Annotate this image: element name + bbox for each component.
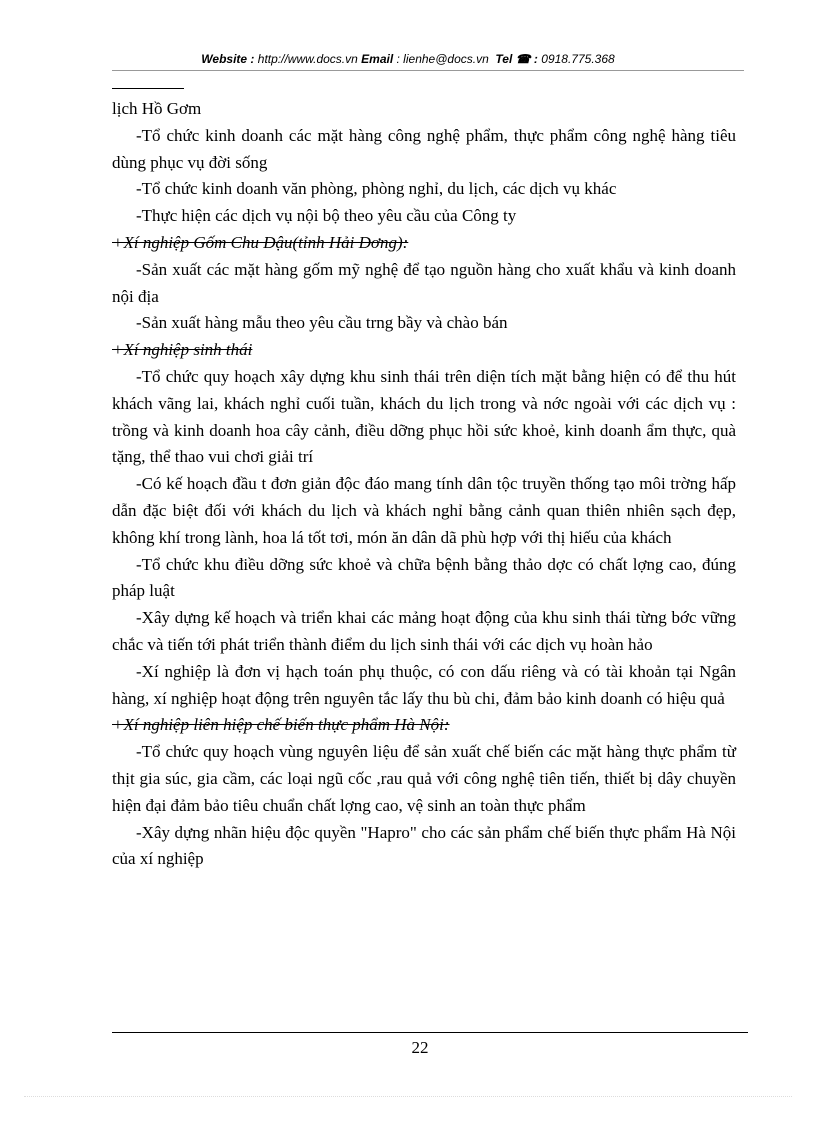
website-label: Website : — [201, 52, 255, 66]
short-divider — [112, 88, 184, 89]
paragraph: -Tổ chức quy hoạch xây dựng khu sinh thái trên diện tích mặt bằng hiện có để thu hút khách vãng lai, khách nghỉ cuối tuần, khách du lịch trong và nớc ngoài với các dịch vụ : trồng và kinh doanh hoa cây cảnh, điều dỡng phục hồi sức khoẻ, kinh doanh ẩm thực, quà tặng, thể thao vui chơi giải trí — [112, 366, 736, 467]
paragraph: -Xí nghiệp là đơn vị hạch toán phụ thuộc, có con dấu riêng và có tài khoản tại Ngân hàng, xí nghiệp hoạt động trên nguyên tắc lấy thu bù chi, đảm bảo kinh doanh có hiệu quả — [112, 661, 736, 708]
email-value: : lienhe@docs.vn — [396, 52, 489, 66]
email-label: Email — [361, 52, 394, 66]
paragraph: -Tổ chức khu điều dỡng sức khoẻ và chữa bệnh bằng thảo dợc có chất lợng cao, đúng pháp luật — [112, 554, 736, 601]
section-heading: +Xí nghiệp liên hiệp chế biến thực phẩm Hà Nội: — [112, 715, 450, 735]
section-heading: +Xí nghiệp Gốm Chu Đậu(tỉnh Hải Dơng): — [112, 232, 409, 252]
paragraph: -Có kế hoạch đầu t đơn giản độc đáo mang tính dân tộc truyền thống tạo môi trờng hấp dẫn đặc biệt đối với khách du lịch và khách nghỉ bằng cảnh quan thiên nhiên sạch đẹp, không khí trong lành, hoa lá tốt tơi, món ăn dân dã phù hợp với thị hiếu của khách — [112, 474, 736, 547]
paragraph: -Tổ chức quy hoạch vùng nguyên liệu để sản xuất chế biến các mặt hàng thực phẩm từ thịt gia súc, gia cầm, các loại ngũ cốc ,rau quả với công nghệ tiên tiến, thiết bị dây chuyền hiện đại đảm bảo tiêu chuẩn chất lợng cao, vệ sinh an toàn thực phẩm — [112, 742, 736, 815]
paragraph: -Thực hiện các dịch vụ nội bộ theo yêu cầu của Công ty — [136, 206, 517, 226]
paragraph: -Sản xuất các mặt hàng gốm mỹ nghệ để tạo nguồn hàng cho xuất khẩu và kinh doanh nội địa — [112, 259, 736, 306]
section-heading: +Xí nghiệp sinh thái — [112, 340, 253, 360]
paragraph: -Tổ chức kinh doanh văn phòng, phòng nghỉ, du lịch, các dịch vụ khác — [136, 179, 617, 199]
paragraph: -Xây dựng kế hoạch và triển khai các mảng hoạt động của khu sinh thái từng bớc vững chắc và tiến tới phát triển thành điểm du lịch sinh thái với các dịch vụ hoàn hảo — [112, 608, 736, 654]
paragraph: lịch Hồ Gơm — [112, 99, 202, 118]
paragraph: -Sản xuất hàng mẫu theo yêu cầu trng bầy và chào bán — [136, 313, 508, 333]
paragraph: -Xây dựng nhãn hiệu độc quyền "Hapro" cho các sản phẩm chế biến thực phẩm Hà Nội của xí nghiệp — [112, 822, 736, 869]
page-bottom-border — [24, 1096, 792, 1097]
tel-label: Tel ☎ : — [495, 52, 538, 66]
tel-value: 0918.775.368 — [541, 52, 615, 66]
page-header — [0, 52, 816, 66]
footer-divider — [112, 1032, 748, 1033]
paragraph: -Tổ chức kinh doanh các mặt hàng công nghệ phẩm, thực phẩm công nghệ hàng tiêu dùng phục vụ đời sống — [112, 125, 736, 172]
header-divider — [112, 70, 744, 71]
document-body — [112, 96, 736, 873]
website-value: http://www.docs.vn — [257, 52, 358, 66]
page-number: 22 — [411, 1038, 429, 1057]
